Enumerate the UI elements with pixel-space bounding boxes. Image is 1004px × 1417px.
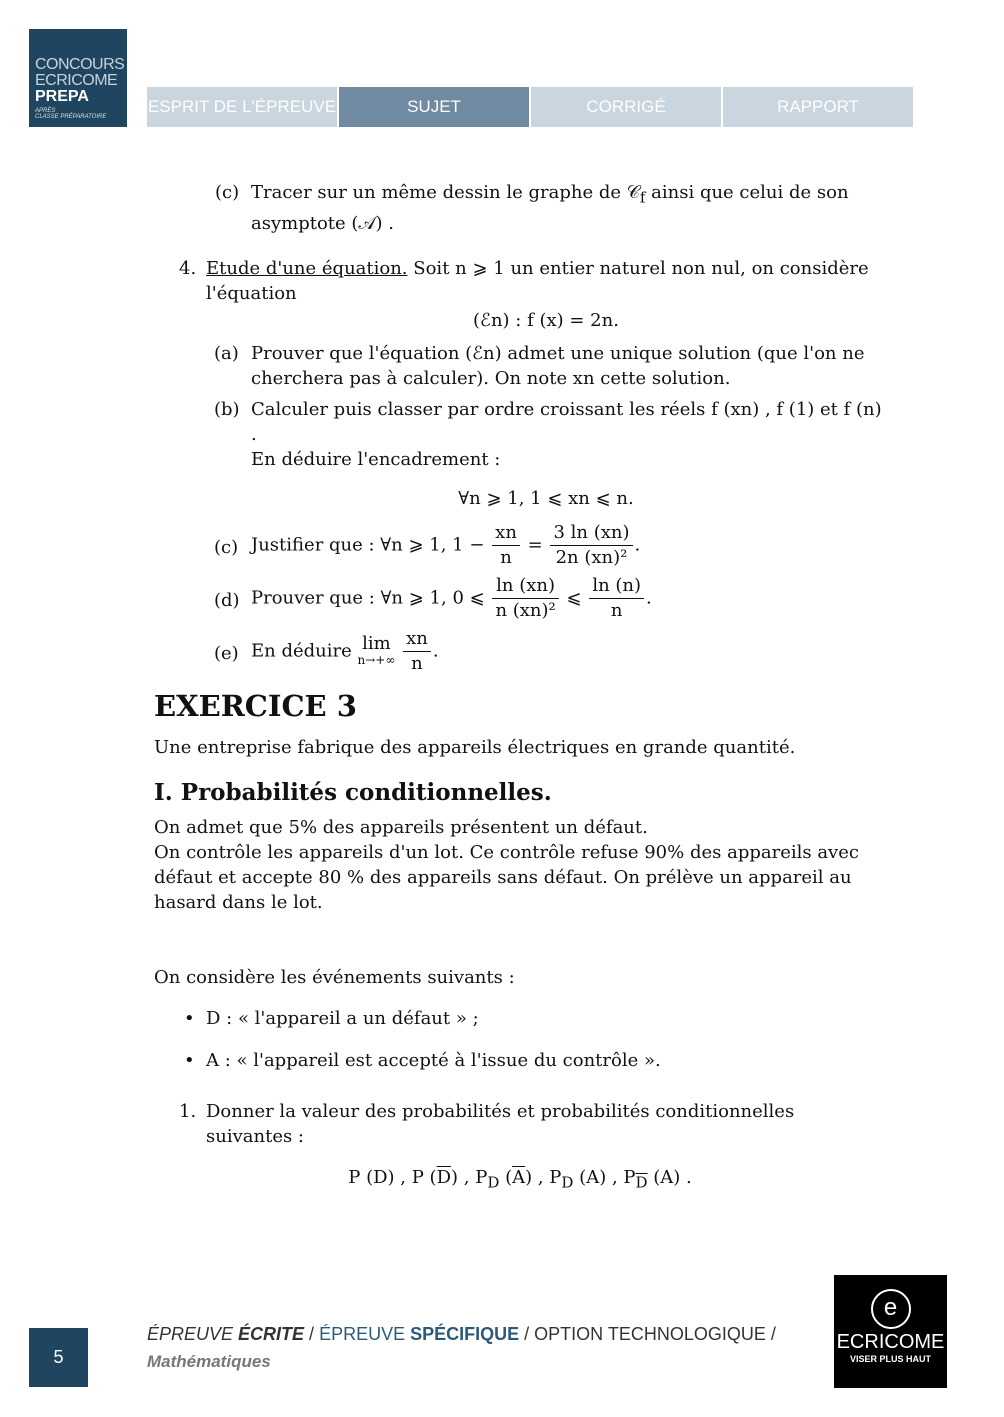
logo-line1: CONCOURS — [35, 56, 125, 73]
question-4a — [206, 341, 886, 391]
label-3c: (c) — [215, 182, 240, 203]
section-tabs — [147, 87, 913, 127]
tab-rapport[interactable]: RAPPORT — [723, 87, 913, 127]
fraction-lnxn: $\frac{\ln (xn)}{\text{n (xn)²}}$ — [492, 574, 558, 623]
fraction-xn-n-limit: $\frac{xn}{n}$ — [403, 627, 431, 676]
label-4e: (e) — [214, 642, 239, 664]
logo-line5: CLASSE PRÉPARATOIRE — [35, 114, 107, 120]
equals: = — [527, 534, 543, 556]
q4d-text: Prouver que : ∀n ⩾ 1, 0 ⩽ — [251, 587, 485, 609]
limit: lim n→+∞ — [357, 633, 396, 668]
logo-line2: ECRICOME — [35, 72, 118, 89]
q4e-text: En déduire — [251, 640, 358, 662]
q3c-text3: asymptote (𝒜) . — [251, 212, 394, 234]
bullet-icon: • — [184, 1007, 195, 1029]
ecricome-e-icon: e — [871, 1289, 911, 1329]
paragraph-3: On considère les événements suivants : — [154, 966, 515, 988]
q1-number: 1. — [179, 1100, 197, 1122]
q4-title: Etude d'une équation. — [206, 257, 408, 279]
q4b-text2: En déduire l'encadrement : — [251, 448, 501, 470]
q3c-text2: ainsi que celui de son — [645, 182, 849, 203]
fraction-3ln: $\frac{3 \ln (xn)}{\text{2n (xn)²}}$ — [550, 521, 632, 570]
probabilities: P (D) , P $(\overline{D})$ , $P_D$ $(\overline{A})$ , $P_D$ (A) , $P_{\overline{D}}$ (A) . — [348, 1166, 692, 1192]
question-4c: (c) Justifier que : ∀n ⩾ 1, 1 − $\frac{xn}{n}$ = $\frac{3 \ln (xn)}{\text{2n (xn)²}}$ . — [214, 521, 641, 568]
question-4b — [206, 397, 886, 511]
exercise-3-intro: Une entreprise fabrique des appareils électriques en grande quantité. — [154, 736, 796, 758]
q1-text: Donner la valeur des probabilités et probabilités conditionnelles suivantes : — [206, 1100, 795, 1147]
list-item: • D : « l'appareil a un défaut » ; — [184, 1007, 479, 1029]
tab-esprit[interactable]: ESPRIT DE L'ÉPREUVE — [147, 87, 337, 127]
brand-tagline: VISER PLUS HAUT — [849, 1354, 931, 1364]
q4-intro: Soit n ⩾ 1 un entier naturel non nul, on considère — [407, 257, 869, 279]
footer-subject: Mathématiques — [147, 1352, 271, 1371]
question-4e: (e) En déduire lim n→+∞ $\frac{xn}{n}$ . — [214, 627, 439, 674]
paragraph-2: On contrôle les appareils d'un lot. Ce contrôle refuse 90% des appareils avec défaut et accepte 80 % des appareils sans défaut. On prélève un appareil au hasard dans le lot. — [154, 841, 859, 913]
q3c-sub: f — [639, 188, 646, 207]
tab-sujet[interactable]: SUJET — [339, 87, 529, 127]
q4-intro2: l'équation — [206, 282, 297, 304]
encadrement: ∀n ⩾ 1, 1 ⩽ xn ⩽ n. — [458, 487, 634, 509]
fraction-lnn: $\frac{\ln (n)}{n}$ — [589, 574, 644, 623]
question-4 — [154, 256, 886, 676]
tab-corrige[interactable]: CORRIGÉ — [531, 87, 721, 127]
question-4d: (d) Prouver que : ∀n ⩾ 1, 0 ⩽ $\frac{\ln (xn)}{\text{n (xn)²}}$ ⩽ $\frac{\ln (n)}{n}$ . — [214, 574, 652, 621]
footer-exam-type: ÉPREUVE ÉCRITE / ÉPREUVE SPÉCIFIQUE / OPTION TECHNOLOGIQUE / — [147, 1324, 776, 1344]
question-3c — [154, 180, 886, 236]
list-item: • A : « l'appareil est accepté à l'issue du contrôle ». — [184, 1049, 661, 1071]
q4c-text: Justifier que : ∀n ⩾ 1, 1 − — [251, 534, 485, 556]
page-number: 5 — [29, 1328, 88, 1387]
q4a-text: Prouver que l'équation (ℰn) admet une unique solution (que l'on ne cherchera pas à calculer). On note xn cette solution. — [251, 342, 865, 389]
paragraph-1: On admet que 5% des appareils présentent un défaut. — [154, 816, 648, 838]
document-body — [154, 180, 886, 1201]
q3c-text1: Tracer sur un même dessin le graphe de 𝒞 — [251, 182, 640, 203]
exercise-3-title: EXERCICE 3 — [154, 688, 357, 723]
events-list — [154, 1006, 886, 1073]
ecricome-brand — [834, 1275, 947, 1388]
equation-en: (ℰn) : f (x) = 2n. — [473, 309, 619, 331]
label-4b: (b) — [214, 398, 240, 420]
label-4c: (c) — [214, 536, 239, 558]
brand-name: ECRICOME — [836, 1331, 945, 1353]
concours-logo — [29, 29, 127, 127]
q4b-text1: Calculer puis classer par ordre croissant les réels f (xn) , f (1) et f (n) . — [251, 398, 882, 445]
bullet-icon: • — [184, 1049, 195, 1071]
less-equal: ⩽ — [566, 587, 582, 609]
label-4a: (a) — [214, 342, 239, 364]
question-1 — [154, 1099, 886, 1196]
label-4d: (d) — [214, 589, 240, 611]
fraction-xn-n: $\frac{xn}{n}$ — [492, 521, 520, 570]
logo-line4: APRÈS — [35, 108, 56, 114]
logo-line3: PREPA — [35, 88, 89, 105]
part-1-title: I. Probabilités conditionnelles. — [154, 778, 552, 806]
q4-number: 4. — [179, 257, 197, 279]
